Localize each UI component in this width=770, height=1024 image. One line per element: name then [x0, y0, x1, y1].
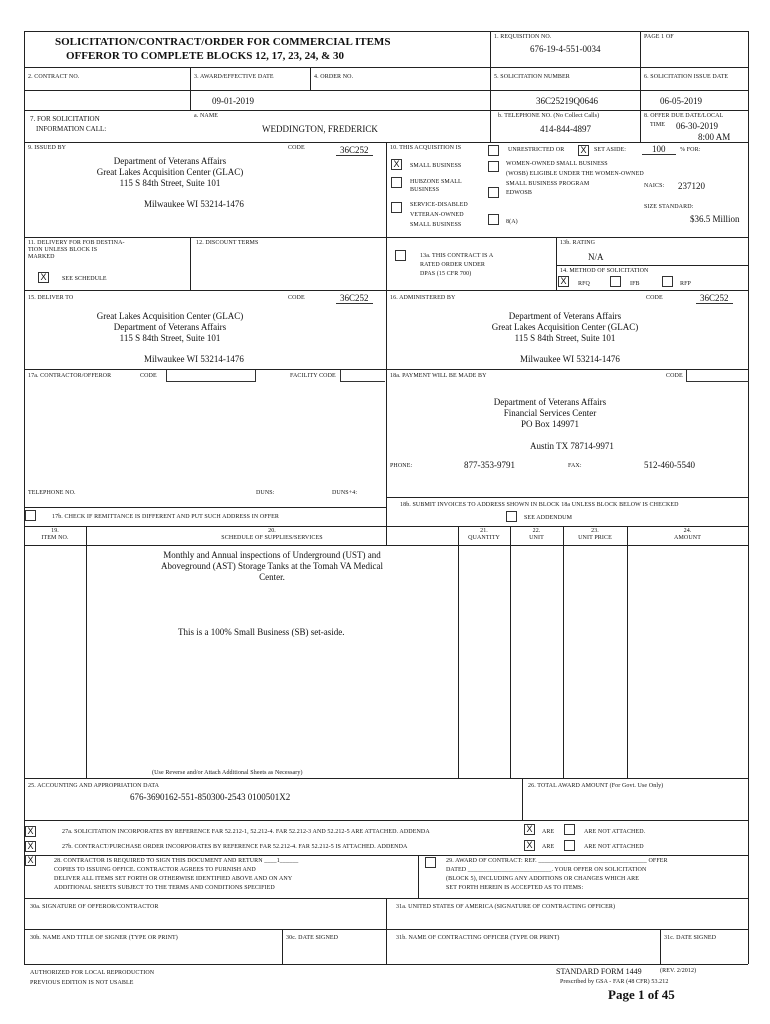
set-aside-percent: 100	[642, 144, 676, 155]
accounting-label: 25. ACCOUNTING AND APPROPRIATION DATA	[28, 783, 160, 789]
sig-31b-label: 31b. NAME OF CONTRACTING OFFICER (TYPE OR PRINT)	[396, 935, 560, 941]
27a-text: 27a. SOLICITATION INCORPORATES BY REFERENCE FAR 52.212-1, 52.212-4. FAR 52.212-3 AND 52.212-5 ARE ATTACHED. ADDENDA	[62, 829, 430, 835]
order-number-label: 4. ORDER NO.	[314, 74, 354, 80]
27a-checkbox[interactable]: X	[25, 826, 36, 837]
administered-by-label: 16. ADMINISTERED BY	[390, 295, 456, 301]
unrestricted-label: UNRESTRICTED OR	[508, 147, 565, 153]
schedule-description: Monthly and Annual inspections of Underground (UST) and Aboveground (AST) Storage Tanks at the Tomah VA Medical Center.	[160, 550, 384, 582]
total-award-label: 26. TOTAL AWARD AMOUNT (For Govt. Use Only)	[528, 783, 664, 789]
issued-code-label: CODE	[288, 145, 305, 151]
col-item-no: 19. ITEM NO.	[41, 528, 69, 541]
payment-label: 18a. PAYMENT WILL BE MADE BY	[390, 373, 487, 379]
remittance-checkbox[interactable]	[25, 510, 36, 521]
method-label: 14. METHOD OF SOLICITATION	[560, 268, 649, 274]
hubzone-checkbox[interactable]	[391, 177, 402, 188]
rated-order-checkbox[interactable]	[395, 250, 406, 261]
naics-value: 237120	[678, 181, 705, 191]
admin-code-value: 36C252	[696, 293, 733, 304]
issued-by-label: 9. ISSUED BY	[28, 145, 67, 151]
sig-31c-label: 31c. DATE SIGNED	[664, 935, 717, 941]
deliver-code-label: CODE	[288, 295, 305, 301]
payment-fax-label: FAX:	[568, 463, 582, 469]
payment-address: Department of Veterans Affairs Financial Services Center PO Box 149971	[493, 397, 607, 429]
offer-due-date: 06-30-2019	[676, 121, 718, 131]
wosb-checkbox[interactable]	[488, 161, 499, 172]
info-call-label-1: 7. FOR SOLICITATION	[30, 115, 100, 123]
page-count-label: PAGE 1 OF	[644, 34, 674, 40]
ifb-label: IFB	[630, 281, 640, 287]
payment-code-field[interactable]	[686, 370, 749, 382]
edwosb-checkbox[interactable]	[488, 187, 499, 198]
contract-number-label: 2. CONTRACT NO.	[28, 74, 80, 80]
deliver-city: Milwaukee WI 53214-1476	[144, 354, 244, 364]
percent-for-label: % FOR:	[680, 147, 701, 153]
offer-due-time: 8:00 AM	[698, 132, 731, 142]
29-checkbox[interactable]	[425, 857, 436, 868]
hubzone-label: HUBZONE SMALL BUSINESS	[410, 179, 462, 193]
form-title-line1: SOLICITATION/CONTRACT/ORDER FOR COMMERCIAL ITEMS	[55, 36, 391, 48]
contractor-code-label: CODE	[140, 373, 157, 379]
requisition-label: 1. REQUISITION NO.	[494, 34, 552, 40]
col-amount: 24. AMOUNT	[674, 528, 701, 541]
sig-30b-label: 30b. NAME AND TITLE OF SIGNER (TYPE OR PRINT)	[30, 935, 178, 941]
sig-30a-label: 30a. SIGNATURE OF OFFEROR/CONTRACTOR	[30, 904, 159, 910]
award-date-label: 3. AWARD/EFFECTIVE DATE	[194, 74, 274, 80]
acquisition-label: 10. THIS ACQUISITION IS	[390, 145, 462, 151]
page-number: Page 1 of 45	[608, 987, 675, 1002]
facility-code-label: FACILITY CODE	[290, 373, 336, 379]
see-schedule-checkbox[interactable]: X	[38, 272, 49, 283]
col-unit-price: 23. UNIT PRICE	[578, 528, 612, 541]
contact-name-value: WEDDINGTON, FREDERICK	[262, 124, 378, 134]
rfp-checkbox[interactable]	[662, 276, 673, 287]
contractor-code-field[interactable]	[166, 370, 256, 382]
27b-are-checkbox[interactable]: X	[524, 840, 535, 851]
27b-are-label: ARE	[542, 844, 555, 850]
27a-are-label: ARE	[542, 829, 555, 835]
award-date-value: 09-01-2019	[212, 96, 254, 106]
form-revision: (REV. 2/2012)	[660, 968, 697, 974]
solicitation-number-value: 36C25219Q0646	[536, 96, 599, 106]
issued-code-value: 36C252	[336, 145, 373, 156]
facility-code-field[interactable]	[340, 370, 385, 382]
set-aside-checkbox[interactable]: X	[578, 145, 589, 156]
payment-fax-value: 512-460-5540	[644, 460, 695, 470]
27b-are-not-checkbox[interactable]	[564, 840, 575, 851]
see-addendum-checkbox[interactable]	[506, 511, 517, 522]
payment-phone-label: PHONE:	[390, 463, 413, 469]
telephone-value: 414-844-4897	[540, 124, 591, 134]
delivery-fob-label: 11. DELIVERY FOR FOB DESTINA- TION UNLESS BLOCK IS MARKED	[28, 240, 125, 260]
deliver-address: Great Lakes Acquisition Center (GLAC) Department of Veterans Affairs 115 S 84th Street, Suite 101	[96, 311, 244, 343]
set-aside-label: SET ASIDE:	[594, 147, 627, 153]
small-business-label: SMALL BUSINESS	[410, 163, 462, 169]
sdvosb-label: SERVICE-DISABLED VETERAN-OWNED SMALL BUSINESS	[410, 202, 468, 228]
telephone-label: b. TELEPHONE NO. (No Collect Calls)	[498, 113, 600, 119]
small-business-checkbox[interactable]: X	[391, 159, 402, 170]
col-unit: 22. UNIT	[529, 528, 544, 541]
rfp-label: RFP	[680, 281, 691, 287]
admin-city: Milwaukee WI 53214-1476	[520, 354, 620, 364]
size-standard-value: $36.5 Million	[690, 214, 740, 224]
admin-address: Department of Veterans Affairs Great Lakes Acquisition Center (GLAC) 115 S 84th Street, Suite 101	[491, 311, 639, 343]
form-number: STANDARD FORM 1449	[556, 967, 642, 976]
27b-are-not-label: ARE NOT ATTACHED	[584, 844, 644, 850]
issuer-city: Milwaukee WI 53214-1476	[144, 199, 244, 209]
rfq-checkbox[interactable]: X	[558, 276, 569, 287]
eight-a-label: 8(A)	[506, 219, 518, 225]
contractor-label: 17a. CONTRACTOR/OFFEROR	[28, 373, 112, 379]
29-text: 29. AWARD OF CONTRACT: REF. ___________________________________ OFFER DATED ___________________________. YOUR OFFER ON SOLICITATION (BLOCK 5), INCLUDING ANY ADDITIONS OR CHANGES WHICH ARE SET FORTH HEREIN IS ACCEPTED AS TO ITEMS:	[446, 858, 668, 891]
28-text: 28. CONTRACTOR IS REQUIRED TO SIGN THIS DOCUMENT AND RETURN ____1______ COPIES TO ISSUING OFFICE. CONTRACTOR AGREES TO FURNISH AND DELIVER ALL ITEMS SET FORTH OR OTHERWISE IDENTIFIED ABOVE AND ON ANY ADDITIONAL SHEETS SUBJECT TO THE TERMS AND CONDITIONS SPECIFIED	[54, 858, 299, 891]
contact-name-label: a. NAME	[194, 113, 219, 119]
rated-order-label: 13a. THIS CONTRACT IS A RATED ORDER UNDER DPAS (15 CFR 700)	[420, 253, 494, 277]
offer-due-label: 8. OFFER DUE DATE/LOCAL	[644, 113, 724, 119]
sig-30c-label: 30c. DATE SIGNED	[286, 935, 339, 941]
see-addendum-label: SEE ADDENDUM	[524, 515, 573, 521]
unrestricted-checkbox[interactable]	[488, 145, 499, 156]
28-checkbox[interactable]: X	[25, 855, 36, 866]
footer-left: AUTHORIZED FOR LOCAL REPRODUCTION PREVIOUS EDITION IS NOT USABLE	[30, 970, 155, 986]
solicitation-number-label: 5. SOLICITATION NUMBER	[494, 74, 570, 80]
edwosb-label: EDWOSB	[506, 190, 532, 196]
duns4-label: DUNS+4:	[332, 490, 358, 496]
submit-invoices-label: 18b. SUBMIT INVOICES TO ADDRESS SHOWN IN BLOCK 18a UNLESS BLOCK BELOW IS CHECKED	[400, 502, 679, 508]
wosb-label: WOMEN-OWNED SMALL BUSINESS (WOSB) ELIGIBLE UNDER THE WOMEN-OWNED SMALL BUSINESS PROGRAM	[506, 161, 644, 187]
ifb-checkbox[interactable]	[610, 276, 621, 287]
setaside-note: This is a 100% Small Business (SB) set-aside.	[178, 627, 345, 637]
accounting-value: 676-3690162-551-850300-2543 0100501X2	[130, 792, 291, 802]
sig-31a-label: 31a. UNITED STATES OF AMERICA (SIGNATURE OF CONTRACTING OFFICER)	[396, 904, 616, 910]
info-call-label-2: INFORMATION CALL:	[36, 125, 107, 133]
deliver-to-label: 15. DELIVER TO	[28, 295, 74, 301]
form-title-line2: OFFEROR TO COMPLETE BLOCKS 12, 17, 23, 24, & 30	[66, 50, 344, 62]
27b-checkbox[interactable]: X	[25, 841, 36, 852]
naics-label: NAICS:	[644, 183, 665, 189]
eight-a-checkbox[interactable]	[488, 214, 499, 225]
solicitation-date-value: 06-05-2019	[660, 96, 702, 106]
size-standard-label: SIZE STANDARD:	[644, 204, 694, 210]
27a-are-not-label: ARE NOT ATTACHED.	[584, 829, 646, 835]
payment-code-label: CODE	[666, 373, 683, 379]
admin-code-label: CODE	[646, 295, 663, 301]
offer-time-label: TIME	[650, 122, 666, 128]
duns-label: DUNS:	[256, 490, 275, 496]
27b-text: 27b. CONTRACT/PURCHASE ORDER INCORPORATES BY REFERENCE FAR 52.212-4. FAR 52.212-5 IS ATTACHED. ADDENDA	[62, 844, 408, 850]
remittance-label: 17b. CHECK IF REMITTANCE IS DIFFERENT AND PUT SUCH ADDRESS IN OFFER	[52, 514, 280, 520]
telephone-no-label: TELEPHONE NO.	[28, 490, 76, 496]
27a-are-checkbox[interactable]: X	[524, 824, 535, 835]
27a-are-not-checkbox[interactable]	[564, 824, 575, 835]
discount-terms-label: 12. DISCOUNT TERMS	[196, 240, 259, 246]
form-prescribed: Prescribed by GSA - FAR (48 CFR) 53.212	[560, 979, 669, 985]
deliver-code-value: 36C252	[336, 293, 373, 304]
reverse-note: (Use Reverse and/or Attach Additional Sheets as Necessary)	[152, 770, 303, 776]
requisition-number: 676-19-4-551-0034	[530, 44, 601, 54]
payment-phone-value: 877-353-9791	[464, 460, 515, 470]
rating-value: N/A	[588, 252, 604, 262]
col-schedule: 20. SCHEDULE OF SUPPLIES/SERVICES	[221, 528, 323, 541]
see-schedule-label: SEE SCHEDULE	[62, 276, 107, 282]
issuer-address: Department of Veterans Affairs Great Lakes Acquisition Center (GLAC) 115 S 84th Street, Suite 101	[96, 156, 244, 188]
rating-label: 13b. RATING	[560, 240, 596, 246]
col-quantity: 21. QUANTITY	[468, 528, 500, 541]
solicitation-date-label: 6. SOLICITATION ISSUE DATE	[644, 74, 729, 80]
sdvosb-checkbox[interactable]	[391, 202, 402, 213]
payment-city: Austin TX 78714-9971	[530, 441, 614, 451]
rfq-label: RFQ	[578, 281, 590, 287]
